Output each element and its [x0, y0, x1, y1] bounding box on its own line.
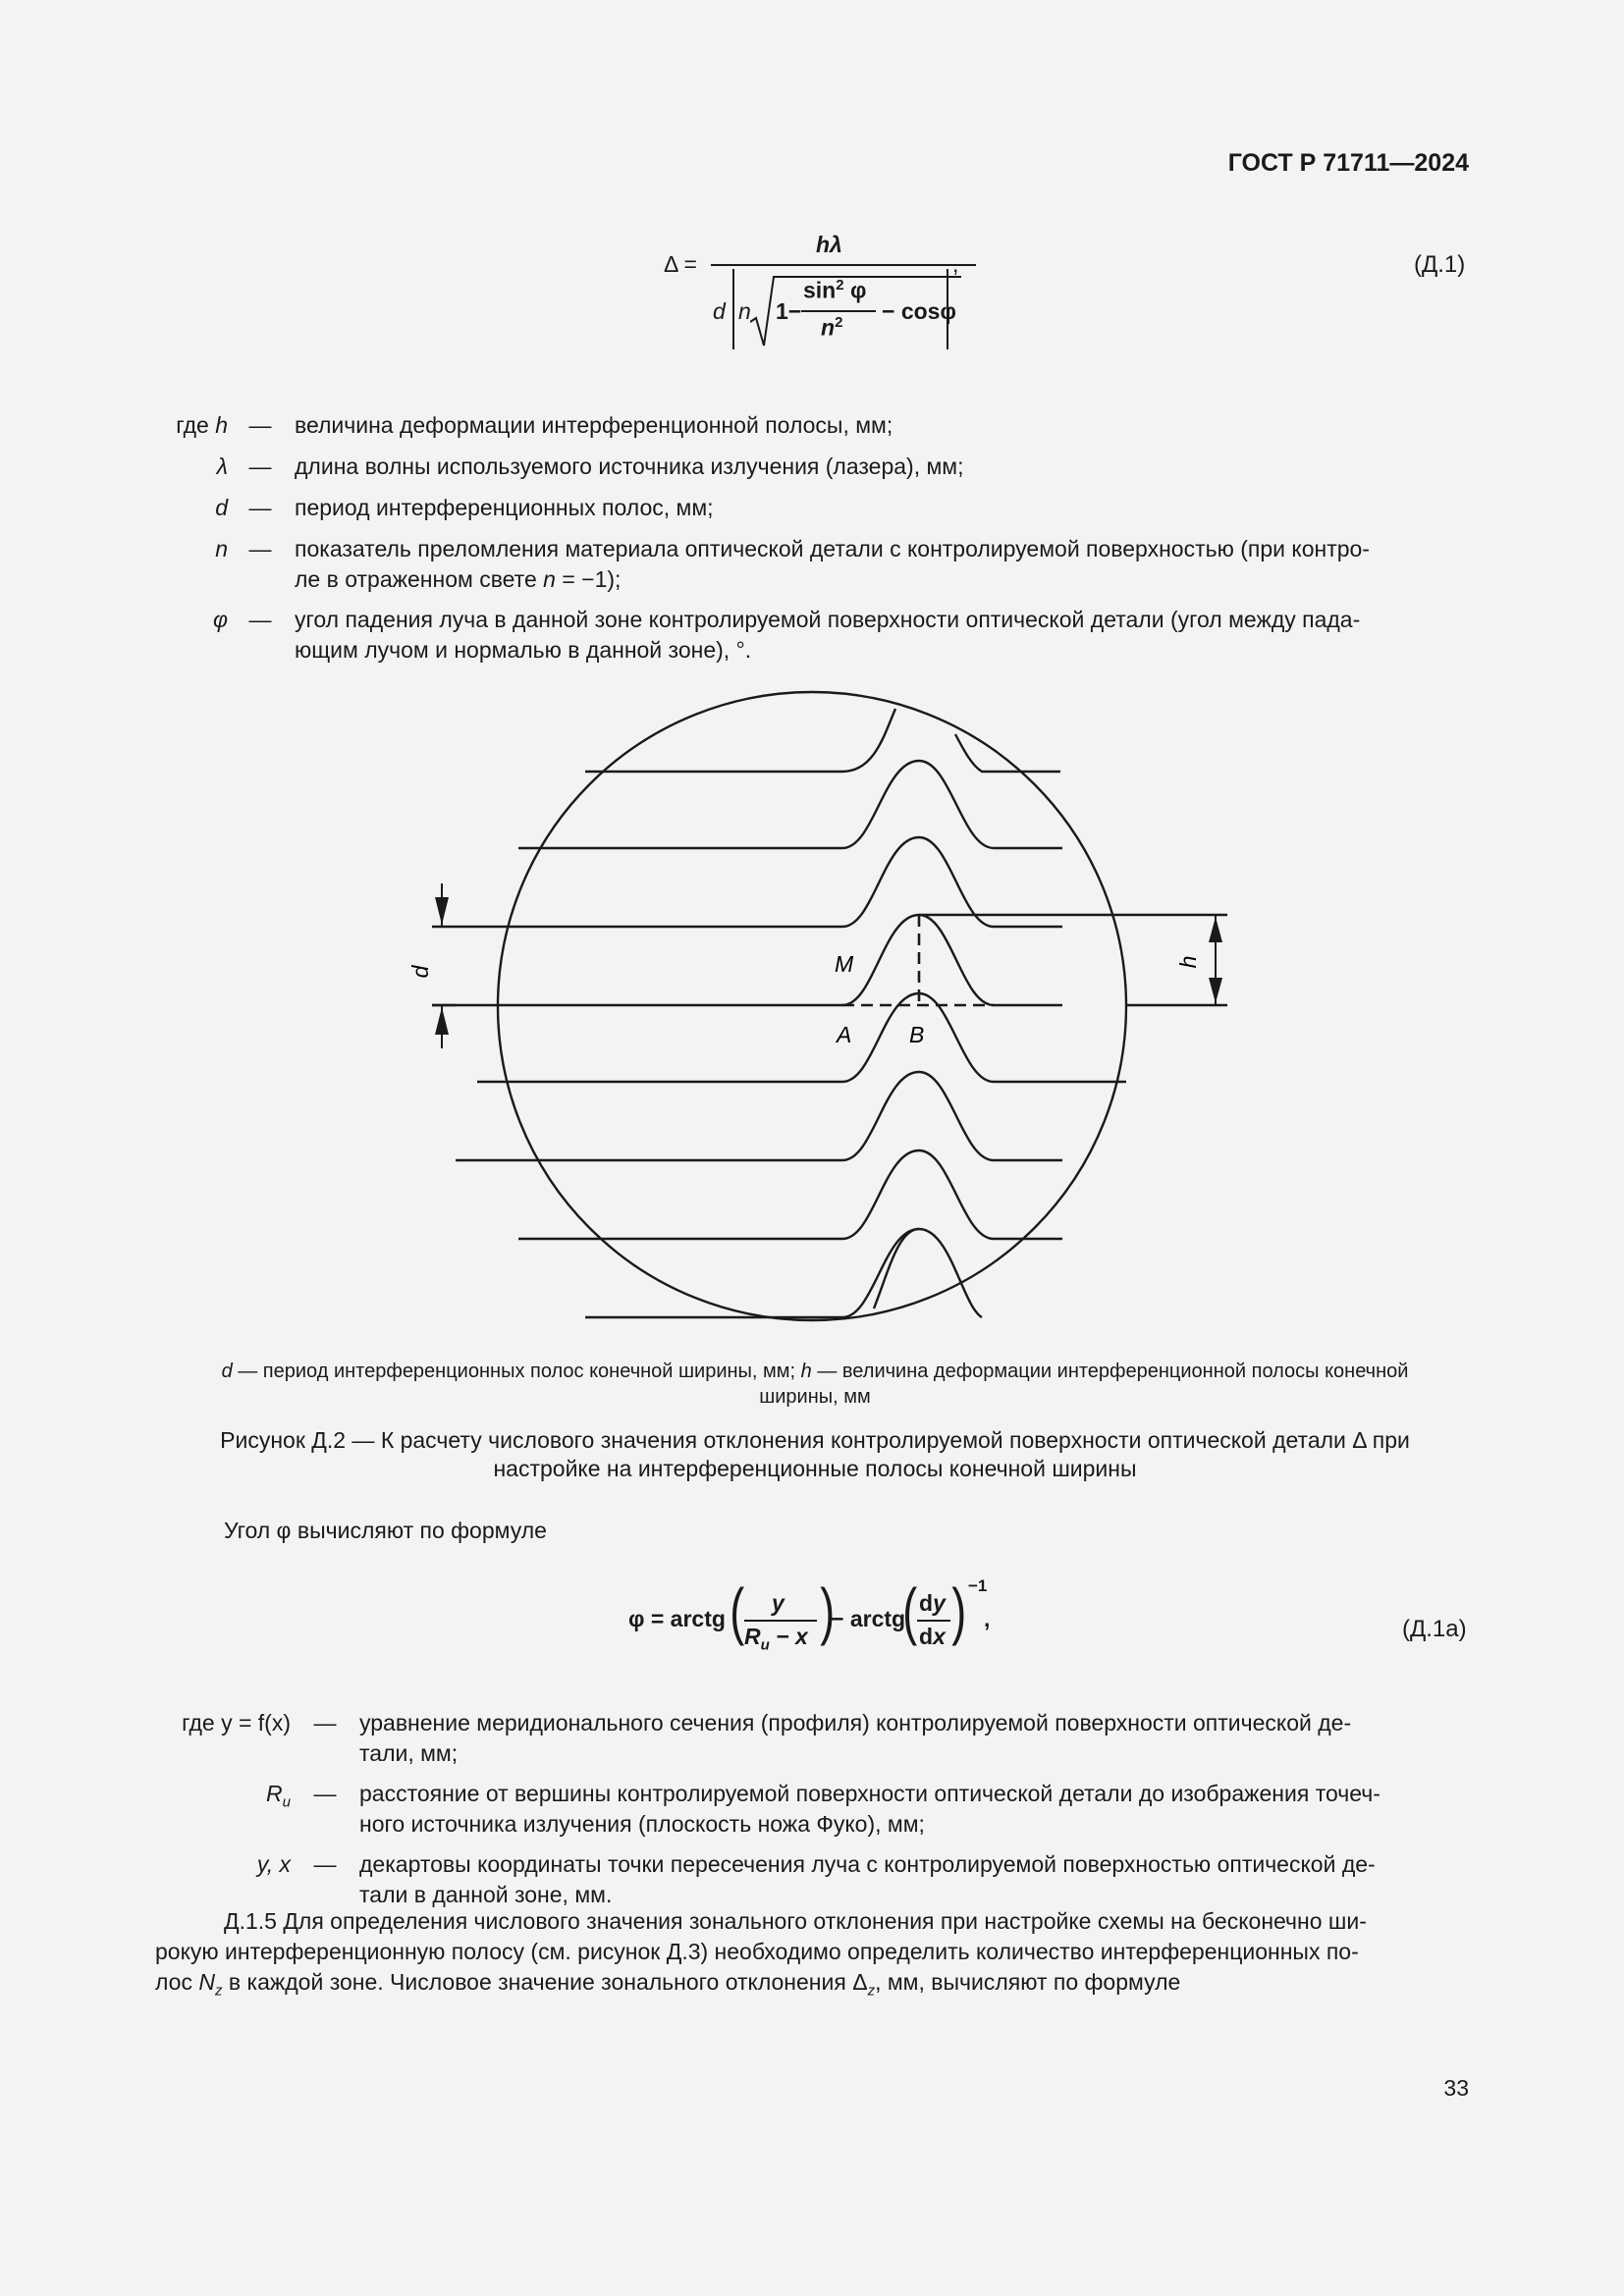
inner-fraction-bar: [801, 310, 876, 312]
formula2-bar1: [744, 1620, 817, 1622]
legend-text: показатель преломления материала оптической детали с контролируемой поверхностью (при контро- ле в отраженном свете n = −1);: [295, 536, 1370, 592]
fringe-line: [477, 993, 1126, 1082]
abs-bar-right: [947, 269, 948, 349]
legend-dash: —: [248, 607, 272, 632]
legend-symbol: y, x: [256, 1851, 291, 1877]
equation-number-d1a: (Д.1а): [1402, 1616, 1467, 1642]
legend-row: [157, 452, 1473, 493]
legend-symbol: φ: [212, 607, 228, 632]
label-A: A: [837, 1022, 852, 1047]
fringe-line: [585, 709, 895, 772]
legend-dash: —: [313, 1851, 337, 1877]
legend-row: [157, 605, 1473, 675]
legend-text: уравнение меридионального сечения (профиля) контролируемой поверхности оптической де- тали, мм;: [359, 1710, 1352, 1766]
formula-d1a: [628, 1571, 1041, 1669]
figure-caption: Рисунок Д.2 — К расчету числового значения отклонения контролируемой поверхности оптической детали Δ при настройке на интерференционные полосы конечной ширины: [220, 1427, 1410, 1481]
formula2-mid: − arctg: [831, 1606, 906, 1631]
formula2-num1: y: [772, 1590, 785, 1616]
label-d: d: [407, 965, 433, 979]
abs-bar-left: [732, 269, 734, 349]
legend-symbol: λ: [216, 454, 228, 479]
legend-dash: —: [313, 1710, 337, 1735]
legend-row: [157, 1708, 1473, 1779]
legend-text: длина волны используемого источника излучения (лазера), мм;: [295, 454, 964, 479]
fringe-line: [456, 1072, 1062, 1160]
formula-d1: [664, 232, 988, 359]
legend-1: [157, 410, 1473, 675]
legend-dash: —: [248, 536, 272, 561]
legend-text: декартовы координаты точки пересечения луча с контролируемой поверхностью оптической де- тали в данной зоне, мм.: [359, 1851, 1376, 1907]
legend-symbol: n: [215, 536, 228, 561]
page-number: 33: [1443, 2075, 1469, 2101]
paren-left-2: (: [902, 1575, 918, 1646]
legend-dash: —: [248, 454, 272, 479]
figure-d2: [393, 677, 1276, 1345]
legend-text: величина деформации интерференционной полосы, мм;: [295, 412, 893, 438]
formula-sin: $\sin^2 \varphi$: [803, 277, 867, 303]
legend-row: [157, 1779, 1473, 1849]
h-arrowhead-bottom: [1209, 978, 1222, 1003]
legend-dash: —: [313, 1781, 337, 1806]
formula2-lhs: φ = arctg: [628, 1606, 726, 1631]
formula-d: d: [713, 298, 726, 324]
formula2-den1: $R_u - x$: [744, 1624, 808, 1654]
fringe-line: [955, 734, 1060, 772]
formula-numerator: hλ: [816, 232, 842, 257]
h-arrowhead-top: [1209, 917, 1222, 942]
formula2-den2: dx: [919, 1624, 946, 1649]
para-line: лос $N_z$ в каждой зоне. Числовое значение зонального отклонения $\Delta_z$, мм, вычисляют по формуле: [155, 1969, 1181, 2000]
legend-text: угол падения луча в данной зоне контролируемой поверхности оптической детали (угол между пада- ющим лучом и нормалью в данной зоне), °.: [295, 607, 1361, 663]
legend-text: расстояние от вершины контролируемой поверхности оптической детали до изображения точеч- ного источника излучения (плоскость ножа Фуко), мм;: [359, 1781, 1380, 1837]
legend-row: [157, 534, 1473, 605]
document-id: ГОСТ Р 71711—2024: [1227, 149, 1469, 177]
equation-number-d1: (Д.1): [1414, 251, 1466, 278]
legend-row: [157, 410, 1473, 452]
formula-lhs: Δ =: [664, 251, 697, 277]
formula-n2: $n^2$: [821, 314, 843, 341]
fraction-bar: [711, 264, 976, 266]
label-h: h: [1175, 955, 1201, 969]
formula-trailing: ,: [952, 251, 959, 277]
paren-left-1: (: [730, 1575, 745, 1646]
intro-phi: Угол φ вычисляют по формуле: [224, 1518, 547, 1543]
d-arrowhead-bottom: [435, 1007, 449, 1035]
d-arrowhead-top: [435, 897, 449, 925]
formula2-num2: dy: [919, 1590, 946, 1616]
formula2-bar2: [917, 1620, 950, 1622]
legend-symbol: где y = f(x): [182, 1710, 291, 1735]
paren-right-2: ): [951, 1575, 967, 1646]
formula2-trailing: ,: [984, 1606, 991, 1631]
formula-cos: − cosφ: [882, 298, 956, 324]
paragraph-d15: [155, 1906, 1476, 2006]
fringe-line: [456, 915, 1062, 1005]
para-line: Д.1.5 Для определения числового значения зонального отклонения при настройке схемы на бесконечно ши-: [224, 1908, 1367, 1934]
legend-symbol: $R_u$: [266, 1781, 291, 1811]
label-M: M: [835, 951, 854, 977]
legend-dash: —: [248, 495, 272, 520]
legend-row: [157, 493, 1473, 534]
figure-note: d — период интерференционных полос конечной ширины, мм; h — величина деформации интерференционной полосы конечной ширины, мм: [221, 1361, 1409, 1408]
formula2-exp: −1: [968, 1576, 988, 1595]
para-line: рокую интерференционную полосу (см. рисунок Д.3) необходимо определить количество интерференционных по-: [155, 1939, 1359, 1964]
legend-2: [157, 1708, 1473, 1920]
legend-symbol: d: [215, 495, 228, 520]
formula-n: n: [738, 298, 751, 324]
paren-right-1: ): [820, 1575, 836, 1646]
fringe-line: [477, 837, 1062, 927]
legend-text: период интерференционных полос, мм;: [295, 495, 714, 520]
fringe-line: [518, 1150, 1062, 1239]
legend-dash: —: [248, 412, 272, 438]
legend-symbol: где h: [176, 412, 228, 438]
formula-one-minus: 1−: [776, 298, 802, 324]
label-B: B: [909, 1022, 925, 1047]
